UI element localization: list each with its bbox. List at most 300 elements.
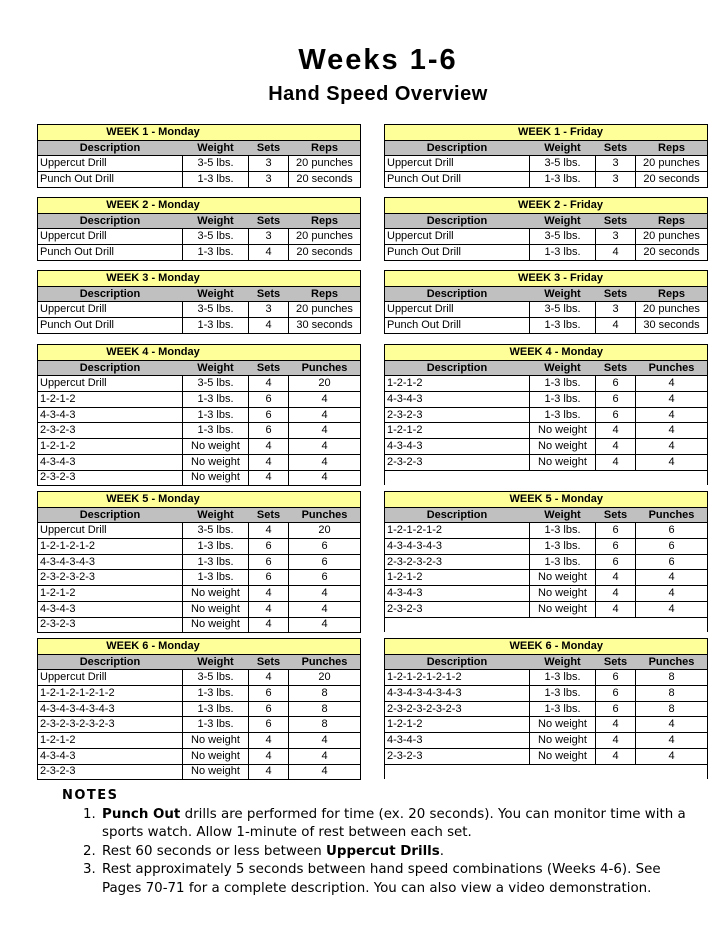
count-cell: 4 bbox=[289, 407, 361, 423]
description-cell: Punch Out Drill bbox=[38, 318, 183, 334]
weight-cell: 1-3 lbs. bbox=[183, 701, 249, 717]
column-header: Sets bbox=[596, 507, 636, 523]
description-cell: 1-2-1-2 bbox=[38, 392, 183, 408]
weight-cell: No weight bbox=[530, 454, 596, 470]
week-title: WEEK 4 - Monday bbox=[38, 345, 361, 361]
description-cell: 1-2-1-2 bbox=[385, 423, 530, 439]
count-cell: 8 bbox=[289, 686, 361, 702]
weight-cell: 1-3 lbs. bbox=[183, 570, 249, 586]
description-cell: 2-3-2-3-2-3 bbox=[385, 554, 530, 570]
column-header: Weight bbox=[530, 213, 596, 229]
empty-cell bbox=[385, 764, 530, 779]
description-cell: 1-2-1-2-1-2-1-2 bbox=[38, 686, 183, 702]
sets-cell: 4 bbox=[249, 586, 289, 602]
count-cell: 6 bbox=[636, 539, 708, 555]
description-cell: 4-3-4-3 bbox=[385, 392, 530, 408]
count-cell: 20 bbox=[289, 523, 361, 539]
count-cell: 4 bbox=[289, 764, 361, 780]
week-title: WEEK 6 - Monday bbox=[38, 639, 361, 655]
table-row bbox=[38, 423, 361, 439]
week-title: WEEK 6 - Monday bbox=[385, 639, 708, 655]
count-cell: 20 punches bbox=[289, 229, 361, 245]
notes-list bbox=[62, 806, 702, 899]
table-row bbox=[38, 670, 361, 686]
description-cell: 2-3-2-3-2-3-2-3 bbox=[38, 717, 183, 733]
sets-cell: 4 bbox=[249, 470, 289, 486]
column-header: Weight bbox=[530, 140, 596, 156]
count-cell: 4 bbox=[636, 392, 708, 408]
table-row bbox=[385, 392, 708, 408]
table-row bbox=[385, 229, 708, 245]
table-row bbox=[385, 172, 708, 188]
sets-cell: 3 bbox=[596, 172, 636, 188]
table-row bbox=[38, 601, 361, 617]
week-title: WEEK 5 - Monday bbox=[38, 492, 361, 508]
weight-cell: 1-3 lbs. bbox=[530, 392, 596, 408]
column-header: Punches bbox=[289, 654, 361, 670]
count-cell: 4 bbox=[289, 470, 361, 486]
column-header: Punches bbox=[636, 360, 708, 376]
column-header: Reps bbox=[289, 140, 361, 156]
table-row bbox=[385, 156, 708, 172]
table-row bbox=[38, 407, 361, 423]
column-header: Sets bbox=[249, 654, 289, 670]
column-header: Punches bbox=[289, 360, 361, 376]
weight-cell: No weight bbox=[183, 454, 249, 470]
count-cell: 4 bbox=[636, 376, 708, 392]
weight-cell: 1-3 lbs. bbox=[183, 318, 249, 334]
description-cell: 4-3-4-3 bbox=[385, 586, 530, 602]
description-cell: Punch Out Drill bbox=[38, 245, 183, 261]
sets-cell: 4 bbox=[249, 523, 289, 539]
table-row bbox=[38, 554, 361, 570]
weight-cell: 3-5 lbs. bbox=[183, 670, 249, 686]
weight-cell: 3-5 lbs. bbox=[530, 302, 596, 318]
table-row bbox=[385, 686, 708, 702]
week-table bbox=[37, 638, 361, 780]
weight-cell: 1-3 lbs. bbox=[530, 318, 596, 334]
table-row bbox=[38, 539, 361, 555]
count-cell: 6 bbox=[289, 554, 361, 570]
weight-cell: 1-3 lbs. bbox=[183, 407, 249, 423]
description-cell: 4-3-4-3-4-3-4-3 bbox=[385, 686, 530, 702]
count-cell: 4 bbox=[289, 392, 361, 408]
weight-cell: 1-3 lbs. bbox=[183, 423, 249, 439]
description-cell: 2-3-2-3 bbox=[38, 470, 183, 486]
week-title: WEEK 5 - Monday bbox=[385, 492, 708, 508]
count-cell: 4 bbox=[289, 617, 361, 633]
weight-cell: 1-3 lbs. bbox=[183, 554, 249, 570]
weight-cell: 3-5 lbs. bbox=[183, 302, 249, 318]
week-title: WEEK 1 - Friday bbox=[385, 125, 708, 141]
table-row bbox=[385, 376, 708, 392]
table-row bbox=[385, 717, 708, 733]
column-header: Description bbox=[385, 507, 530, 523]
weight-cell: No weight bbox=[183, 733, 249, 749]
column-header: Reps bbox=[636, 140, 708, 156]
description-cell: 1-2-1-2-1-2 bbox=[38, 539, 183, 555]
count-cell: 20 punches bbox=[636, 156, 708, 172]
table-row bbox=[38, 748, 361, 764]
table-row bbox=[385, 733, 708, 749]
weight-cell: 1-3 lbs. bbox=[530, 554, 596, 570]
table-row bbox=[385, 539, 708, 555]
count-cell: 4 bbox=[636, 748, 708, 764]
weight-cell: No weight bbox=[183, 601, 249, 617]
count-cell: 8 bbox=[636, 686, 708, 702]
weight-cell: 3-5 lbs. bbox=[183, 376, 249, 392]
count-cell: 20 seconds bbox=[289, 172, 361, 188]
description-cell: Punch Out Drill bbox=[38, 172, 183, 188]
table-row bbox=[385, 601, 708, 617]
sets-cell: 4 bbox=[249, 318, 289, 334]
sets-cell: 4 bbox=[596, 717, 636, 733]
table-row bbox=[385, 670, 708, 686]
description-cell: Punch Out Drill bbox=[385, 245, 530, 261]
count-cell: 4 bbox=[636, 423, 708, 439]
count-cell: 4 bbox=[636, 570, 708, 586]
weight-cell: No weight bbox=[530, 717, 596, 733]
column-header: Weight bbox=[530, 360, 596, 376]
sets-cell: 4 bbox=[249, 601, 289, 617]
weight-cell: 3-5 lbs. bbox=[530, 229, 596, 245]
description-cell: 2-3-2-3-2-3 bbox=[38, 570, 183, 586]
description-cell: Uppercut Drill bbox=[38, 670, 183, 686]
empty-cell bbox=[385, 617, 530, 632]
weight-cell: No weight bbox=[183, 748, 249, 764]
weight-cell: 1-3 lbs. bbox=[183, 245, 249, 261]
weight-cell: 1-3 lbs. bbox=[183, 172, 249, 188]
table-row bbox=[38, 302, 361, 318]
week-table bbox=[384, 344, 708, 485]
week-table bbox=[37, 197, 361, 261]
week-table bbox=[37, 270, 361, 334]
description-cell: 1-2-1-2 bbox=[38, 586, 183, 602]
sets-cell: 6 bbox=[596, 554, 636, 570]
count-cell: 4 bbox=[289, 454, 361, 470]
column-header: Reps bbox=[636, 213, 708, 229]
count-cell: 4 bbox=[636, 601, 708, 617]
description-cell: 2-3-2-3 bbox=[385, 407, 530, 423]
weight-cell: 3-5 lbs. bbox=[183, 156, 249, 172]
sets-cell: 6 bbox=[596, 670, 636, 686]
count-cell: 8 bbox=[636, 670, 708, 686]
count-cell: 4 bbox=[636, 586, 708, 602]
column-header: Weight bbox=[530, 507, 596, 523]
column-header: Weight bbox=[530, 654, 596, 670]
empty-cell bbox=[530, 470, 596, 485]
description-cell: 1-2-1-2 bbox=[38, 733, 183, 749]
description-cell: 1-2-1-2 bbox=[385, 570, 530, 586]
weight-cell: No weight bbox=[530, 733, 596, 749]
sets-cell: 6 bbox=[596, 701, 636, 717]
description-cell: 2-3-2-3 bbox=[38, 617, 183, 633]
weight-cell: 1-3 lbs. bbox=[183, 686, 249, 702]
sets-cell: 4 bbox=[249, 245, 289, 261]
week-table bbox=[37, 124, 361, 188]
count-cell: 4 bbox=[289, 423, 361, 439]
column-header: Reps bbox=[289, 286, 361, 302]
sets-cell: 4 bbox=[249, 670, 289, 686]
weight-cell: No weight bbox=[183, 470, 249, 486]
count-cell: 20 seconds bbox=[636, 245, 708, 261]
sets-cell: 4 bbox=[596, 245, 636, 261]
week-title: WEEK 2 - Friday bbox=[385, 198, 708, 214]
column-header: Sets bbox=[596, 286, 636, 302]
count-cell: 4 bbox=[636, 717, 708, 733]
empty-cell bbox=[596, 764, 636, 779]
weight-cell: 3-5 lbs. bbox=[183, 229, 249, 245]
table-row bbox=[38, 156, 361, 172]
weight-cell: 1-3 lbs. bbox=[183, 717, 249, 733]
empty-cell bbox=[596, 617, 636, 632]
table-row bbox=[38, 701, 361, 717]
sets-cell: 6 bbox=[249, 570, 289, 586]
column-header: Weight bbox=[183, 507, 249, 523]
weight-cell: No weight bbox=[530, 423, 596, 439]
sets-cell: 4 bbox=[596, 439, 636, 455]
sets-cell: 6 bbox=[249, 701, 289, 717]
sets-cell: 3 bbox=[596, 156, 636, 172]
sets-cell: 6 bbox=[249, 686, 289, 702]
count-cell: 6 bbox=[636, 554, 708, 570]
description-cell: 4-3-4-3 bbox=[385, 439, 530, 455]
sets-cell: 4 bbox=[596, 733, 636, 749]
table-row bbox=[38, 617, 361, 633]
weight-cell: No weight bbox=[530, 586, 596, 602]
count-cell: 4 bbox=[289, 439, 361, 455]
count-cell: 4 bbox=[636, 407, 708, 423]
week-table bbox=[384, 197, 708, 261]
description-cell: Punch Out Drill bbox=[385, 318, 530, 334]
table-row bbox=[385, 748, 708, 764]
table-row bbox=[38, 245, 361, 261]
description-cell: 2-3-2-3-2-3-2-3 bbox=[385, 701, 530, 717]
table-row bbox=[38, 439, 361, 455]
weight-cell: 1-3 lbs. bbox=[530, 376, 596, 392]
sets-cell: 3 bbox=[249, 172, 289, 188]
column-header: Sets bbox=[596, 213, 636, 229]
table-row bbox=[385, 554, 708, 570]
weight-cell: 1-3 lbs. bbox=[183, 392, 249, 408]
sets-cell: 4 bbox=[249, 764, 289, 780]
week-table bbox=[384, 270, 708, 334]
week-title: WEEK 2 - Monday bbox=[38, 198, 361, 214]
table-row bbox=[38, 376, 361, 392]
column-header: Description bbox=[385, 360, 530, 376]
column-header: Description bbox=[38, 286, 183, 302]
sets-cell: 6 bbox=[596, 686, 636, 702]
sets-cell: 4 bbox=[249, 376, 289, 392]
note-bold: Punch Out bbox=[102, 806, 181, 822]
weight-cell: No weight bbox=[530, 748, 596, 764]
description-cell: 1-2-1-2 bbox=[385, 717, 530, 733]
column-header: Sets bbox=[249, 213, 289, 229]
column-header: Weight bbox=[183, 654, 249, 670]
description-cell: 1-2-1-2 bbox=[38, 439, 183, 455]
table-row bbox=[385, 302, 708, 318]
sets-cell: 4 bbox=[596, 748, 636, 764]
week-table bbox=[384, 491, 708, 632]
count-cell: 6 bbox=[636, 523, 708, 539]
page-subtitle: Hand Speed Overview bbox=[268, 83, 488, 105]
count-cell: 20 punches bbox=[289, 156, 361, 172]
description-cell: 4-3-4-3-4-3 bbox=[38, 554, 183, 570]
sets-cell: 4 bbox=[596, 423, 636, 439]
sets-cell: 6 bbox=[249, 539, 289, 555]
column-header: Sets bbox=[249, 507, 289, 523]
table-row bbox=[385, 407, 708, 423]
table-row bbox=[38, 686, 361, 702]
column-header: Punches bbox=[636, 654, 708, 670]
sets-cell: 3 bbox=[249, 156, 289, 172]
note-tail: . bbox=[439, 843, 444, 859]
sets-cell: 4 bbox=[596, 601, 636, 617]
weight-cell: No weight bbox=[183, 617, 249, 633]
sets-cell: 6 bbox=[249, 717, 289, 733]
table-row bbox=[38, 318, 361, 334]
table-row bbox=[38, 229, 361, 245]
sets-cell: 3 bbox=[596, 302, 636, 318]
count-cell: 8 bbox=[289, 701, 361, 717]
count-cell: 20 seconds bbox=[636, 172, 708, 188]
table-row bbox=[38, 523, 361, 539]
weight-cell: No weight bbox=[530, 439, 596, 455]
sets-cell: 4 bbox=[249, 748, 289, 764]
table-row bbox=[385, 586, 708, 602]
description-cell: 1-2-1-2 bbox=[385, 376, 530, 392]
page-title: Weeks 1-6 bbox=[298, 44, 458, 76]
empty-cell bbox=[636, 764, 708, 779]
column-header: Reps bbox=[289, 213, 361, 229]
weight-cell: 3-5 lbs. bbox=[183, 523, 249, 539]
description-cell: 2-3-2-3 bbox=[385, 748, 530, 764]
description-cell: 4-3-4-3-4-3 bbox=[385, 539, 530, 555]
column-header: Description bbox=[385, 213, 530, 229]
description-cell: 2-3-2-3 bbox=[38, 764, 183, 780]
table-row bbox=[385, 701, 708, 717]
weight-cell: 1-3 lbs. bbox=[530, 701, 596, 717]
column-header: Description bbox=[385, 286, 530, 302]
description-cell: Uppercut Drill bbox=[38, 156, 183, 172]
note-item bbox=[100, 806, 702, 843]
description-cell: Uppercut Drill bbox=[38, 376, 183, 392]
sets-cell: 3 bbox=[249, 229, 289, 245]
count-cell: 4 bbox=[636, 439, 708, 455]
week-table bbox=[384, 638, 708, 779]
column-header: Sets bbox=[596, 654, 636, 670]
sets-cell: 4 bbox=[249, 454, 289, 470]
note-item bbox=[100, 843, 702, 862]
week-table bbox=[384, 124, 708, 188]
description-cell: 4-3-4-3 bbox=[38, 748, 183, 764]
note-text: Rest approximately 5 seconds between hand speed combinations (Weeks 4-6). See Pages 70-71 for a complete description. You can also view a video demonstration. bbox=[102, 862, 661, 896]
table-row bbox=[385, 454, 708, 470]
table-row bbox=[385, 318, 708, 334]
table-row bbox=[385, 570, 708, 586]
column-header: Sets bbox=[249, 286, 289, 302]
sets-cell: 6 bbox=[596, 539, 636, 555]
column-header: Description bbox=[38, 140, 183, 156]
weight-cell: 1-3 lbs. bbox=[530, 172, 596, 188]
empty-row bbox=[385, 764, 708, 779]
description-cell: Punch Out Drill bbox=[385, 172, 530, 188]
sets-cell: 6 bbox=[249, 554, 289, 570]
column-header: Punches bbox=[636, 507, 708, 523]
weight-cell: 1-3 lbs. bbox=[183, 539, 249, 555]
count-cell: 20 punches bbox=[636, 302, 708, 318]
notes-heading: NOTES bbox=[62, 788, 119, 803]
count-cell: 8 bbox=[289, 717, 361, 733]
count-cell: 4 bbox=[289, 748, 361, 764]
count-cell: 30 seconds bbox=[636, 318, 708, 334]
count-cell: 4 bbox=[289, 601, 361, 617]
table-row bbox=[385, 439, 708, 455]
count-cell: 20 seconds bbox=[289, 245, 361, 261]
description-cell: 4-3-4-3 bbox=[38, 407, 183, 423]
sets-cell: 4 bbox=[596, 570, 636, 586]
column-header: Reps bbox=[636, 286, 708, 302]
week-table bbox=[37, 344, 361, 486]
description-cell: Uppercut Drill bbox=[38, 523, 183, 539]
table-row bbox=[38, 764, 361, 780]
column-header: Description bbox=[38, 360, 183, 376]
weight-cell: No weight bbox=[183, 586, 249, 602]
empty-row bbox=[385, 617, 708, 632]
description-cell: 1-2-1-2-1-2 bbox=[385, 523, 530, 539]
description-cell: 4-3-4-3-4-3-4-3 bbox=[38, 701, 183, 717]
sets-cell: 4 bbox=[249, 733, 289, 749]
note-item bbox=[100, 861, 702, 898]
sets-cell: 6 bbox=[596, 407, 636, 423]
description-cell: 4-3-4-3 bbox=[38, 601, 183, 617]
note-text: drills are performed for time (ex. 20 seconds). You can monitor time with a sports watch. Allow 1-minute of rest between each set. bbox=[102, 806, 686, 840]
count-cell: 20 bbox=[289, 376, 361, 392]
weight-cell: 1-3 lbs. bbox=[530, 407, 596, 423]
weight-cell: 3-5 lbs. bbox=[530, 156, 596, 172]
column-header: Weight bbox=[530, 286, 596, 302]
table-row bbox=[38, 470, 361, 486]
column-header: Sets bbox=[249, 360, 289, 376]
weight-cell: 1-3 lbs. bbox=[530, 670, 596, 686]
table-row bbox=[38, 586, 361, 602]
sets-cell: 6 bbox=[249, 407, 289, 423]
description-cell: Uppercut Drill bbox=[38, 229, 183, 245]
weight-cell: No weight bbox=[183, 764, 249, 780]
count-cell: 4 bbox=[636, 733, 708, 749]
sets-cell: 4 bbox=[249, 439, 289, 455]
table-row bbox=[38, 454, 361, 470]
column-header: Sets bbox=[596, 140, 636, 156]
column-header: Weight bbox=[183, 140, 249, 156]
table-row bbox=[385, 523, 708, 539]
count-cell: 4 bbox=[289, 586, 361, 602]
sets-cell: 6 bbox=[596, 376, 636, 392]
column-header: Description bbox=[38, 507, 183, 523]
empty-cell bbox=[385, 470, 530, 485]
sets-cell: 6 bbox=[249, 423, 289, 439]
empty-cell bbox=[636, 470, 708, 485]
column-header: Description bbox=[385, 140, 530, 156]
notes-section bbox=[62, 787, 702, 898]
description-cell: 4-3-4-3 bbox=[38, 454, 183, 470]
table-row bbox=[38, 733, 361, 749]
weight-cell: No weight bbox=[530, 570, 596, 586]
column-header: Sets bbox=[249, 140, 289, 156]
weight-cell: No weight bbox=[530, 601, 596, 617]
column-header: Weight bbox=[183, 360, 249, 376]
description-cell: Uppercut Drill bbox=[385, 229, 530, 245]
